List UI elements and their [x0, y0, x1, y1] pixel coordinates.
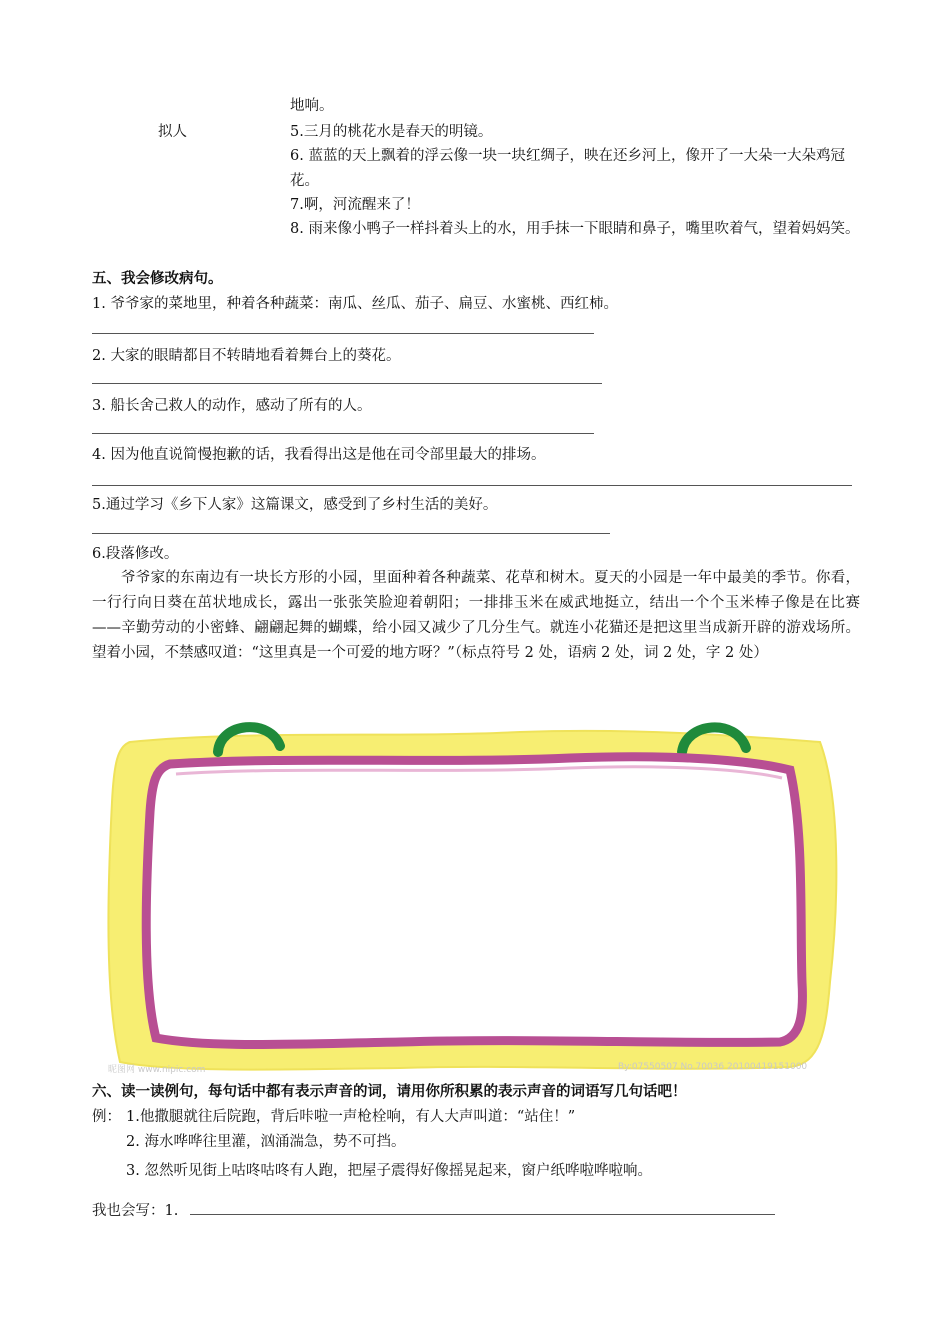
question-1: 1. 爷爷家的菜地里，种着各种蔬菜：南瓜、丝瓜、茄子、扁豆、水蜜桃、西红柿。	[92, 296, 618, 312]
section6-title: 六、读一读例句，每句话中都有表示声音的词，请用你所积累的表示声音的词语写几句话吧！	[92, 1083, 687, 1100]
watermark-right: By:07550507 No.70036 20100419151000	[618, 1062, 808, 1072]
item4-continuation: 地响。	[290, 98, 334, 114]
list-item-5: 5.三月的桃花水是春天的明镜。	[290, 124, 493, 140]
question-5: 5.通过学习《乡下人家》这篇课文，感受到了乡村生活的美好。	[92, 497, 498, 513]
example-3: 3. 忽然听见街上咕咚咕咚有人跑，把屋子震得好像摇晃起来，窗户纸哗啦哗啦响。	[126, 1163, 652, 1179]
answer-line-2[interactable]	[92, 383, 602, 384]
question-6-paragraph: 爷爷家的东南边有一块长方形的小园，里面种着各种蔬菜、花草和树木。夏天的小园是一年中最美的季节。你看，一行行向日葵在茁状地成长，露出一张张笑脸迎着朝阳；一排排玉米在威武地挺立，结出一个个玉米棒子像是在比赛——辛勤劳动的小密蜂、翩翩起舞的蝴蝶，给小园又减少了几分生气。就连小花猫还是把这里当成新开辟的游戏场所。望着小园，不禁感叹道：“这里真是一个可爱的地方呀？”（标点符号 2 处，语病 2 处，词 2 处，字 2 处）	[92, 570, 860, 661]
list-item-6: 6. 蓝蓝的天上飘着的浮云像一块一块红绸子，映在还乡河上，像开了一大朵一大朵鸡冠花。	[290, 148, 845, 189]
write-label: 我也会写：1.	[92, 1203, 179, 1219]
question-4: 4. 因为他直说简慢抱歉的话，我看得出这是他在司令部里最大的排场。	[92, 447, 546, 463]
section5-title: 五、我会修改病句。	[92, 270, 223, 287]
label-personify: 拟人	[158, 124, 187, 140]
answer-line-1[interactable]	[92, 333, 594, 334]
example-label: 例：	[92, 1109, 121, 1125]
list-item-7: 7.啊，河流醒来了！	[290, 197, 420, 213]
question-3: 3. 船长舍己救人的动作，感动了所有的人。	[92, 398, 372, 414]
question-2: 2. 大家的眼睛都目不转睛地看着舞台上的葵花。	[92, 348, 401, 364]
watermark-left: 昵图网 www.nipic.com	[108, 1065, 206, 1075]
answer-line-3[interactable]	[92, 433, 594, 434]
list-item-8: 8. 雨来像小鸭子一样抖着头上的水，用手抹一下眼睛和鼻子，嘴里吹着气，望着妈妈笑。	[290, 221, 860, 237]
question-6-label: 6.段落修改。	[92, 546, 179, 562]
writing-frame[interactable]	[100, 712, 845, 1077]
example-1: 1.他撒腿就往后院跑，背后咔啦一声枪栓响，有人大声叫道：“站住！”	[126, 1109, 576, 1125]
answer-line-5[interactable]	[92, 533, 610, 534]
frame-pink-border	[146, 757, 802, 1045]
write-answer-line-1[interactable]	[190, 1214, 775, 1215]
example-2: 2. 海水哗哗往里灌，汹涌湍急，势不可挡。	[126, 1134, 406, 1150]
answer-line-4[interactable]	[92, 485, 852, 486]
